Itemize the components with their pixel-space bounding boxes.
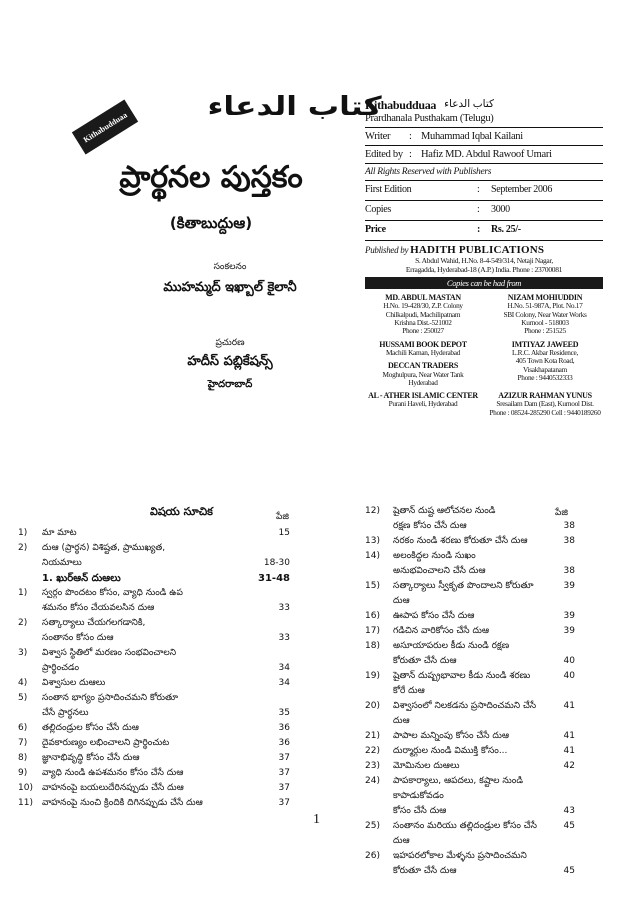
toc-entry <box>18 556 290 571</box>
toc-entry-title: సత్కార్యాలు చేయగలగడానికి, <box>42 618 146 628</box>
toc-entry-title: స్వర్గం పొందటం కోసం, వ్యాధి నుండి ఉప <box>42 588 183 598</box>
toc-entry-number: 7) <box>18 738 28 748</box>
toc-entry <box>18 781 290 796</box>
divider <box>365 240 603 241</box>
toc-entry <box>365 759 575 774</box>
toc-title: విషయ సూచిక <box>150 505 213 518</box>
colon: : <box>409 131 412 142</box>
book-subtitle: (కితాబుద్దుఆ) <box>169 214 253 232</box>
dealer-name: IMTIYAZ JAWEED <box>511 339 579 349</box>
publisher-city: హైదరాబాద్ <box>207 379 253 390</box>
toc-entry-title: దైవకారుణ్యం లభించాలని ప్రార్థించుట <box>42 738 170 748</box>
toc-entry-number: 26) <box>365 851 380 861</box>
dealer-line: Krishna Dist.-521002 <box>394 317 452 327</box>
dealer-line: Phone : 251525 <box>524 326 566 336</box>
writer-row <box>365 131 603 142</box>
toc-entry <box>365 729 575 744</box>
toc-entry-number: 11) <box>18 798 33 808</box>
published-by-line <box>365 244 603 256</box>
rights-note: All Rights Reserved with Publishers <box>365 167 492 177</box>
toc-entry <box>365 564 575 579</box>
toc-entry-title: షైతాన్ దుష్ట ఆలోచనల నుండి <box>393 506 496 516</box>
dealer <box>487 340 603 388</box>
toc-entry-page <box>254 541 290 556</box>
toc-entry-title: పాపకార్యాలు, ఆపదలు, కష్టాల నుండి కాపాడుకోవడం <box>393 776 524 801</box>
toc-entry-title: పాపాల మన్నింపు కోసం చేసే దుఆ <box>393 731 510 741</box>
editor-label: Edited by <box>365 149 403 160</box>
toc-entry <box>365 849 575 864</box>
urdu-logo: کتاب الدعاء <box>207 92 382 122</box>
toc-entry-title: సంతానం మరియు తల్లిదండ్రుల కోసం చేసే దుఆ <box>393 821 537 846</box>
toc-entry-title: విశ్వాస స్థితిలో మరణం సంభవించాలని <box>42 648 177 658</box>
copies-value: 3000 <box>491 204 510 215</box>
toc-entry <box>18 661 290 676</box>
publisher-name-en: HADITH PUBLICATIONS <box>410 244 545 256</box>
toc-entry-title: మా మాట <box>42 528 77 538</box>
toc-entry-title: దుఆ (ప్రార్థన) విశిష్టత, ప్రాముఖ్యత, <box>42 543 166 553</box>
toc-entry-number: 18) <box>365 641 380 651</box>
dealer-name: MD. ABDUL MASTAN <box>385 293 461 302</box>
toc-entry-title: రక్షణ కోసం చేసే దుఆ <box>393 521 467 531</box>
toc-entry-page: 31-48 <box>258 573 290 584</box>
toc-entry-title: గడిచిన వారికోసం చేసే దుఆ <box>393 626 490 636</box>
toc-entry-number: 4) <box>18 678 28 688</box>
toc-entry-number <box>18 556 42 571</box>
toc-entry-page: 38 <box>563 521 575 531</box>
toc-entry-page <box>539 504 575 519</box>
toc-entry-number: 24) <box>365 776 380 786</box>
toc-entry-number: 10) <box>18 783 33 793</box>
toc-entry-page: 36 <box>278 738 290 748</box>
toc-entry-page <box>254 646 290 661</box>
toc-entry <box>18 631 290 646</box>
dealer-name: AZIZUR RAHMAN YUNUS <box>498 391 592 401</box>
toc-entry-title: కోరుతూ చేసే దుఆ <box>393 866 457 876</box>
toc-entry-number: 20) <box>365 701 380 711</box>
toc-entry-page: 38 <box>563 536 575 546</box>
dealer <box>365 293 481 336</box>
toc-entry-page: 43 <box>563 806 575 816</box>
toc-entry <box>18 706 290 721</box>
toc-entry-page: 39 <box>563 581 575 591</box>
dealer-line: Chilkalpudi, Machilipatnam <box>385 309 461 319</box>
page-column-label: పేజి <box>555 508 568 518</box>
toc-entry-number: 12) <box>365 506 380 516</box>
dealer <box>487 391 603 417</box>
dealer-name: DECCAN TRADERS <box>387 361 459 371</box>
edition-label: First Edition <box>365 184 412 195</box>
colon: : <box>409 149 412 160</box>
toc-entry-title: చేసే ప్రార్థనలు <box>42 708 89 718</box>
title-ur: کتاب الدعاء <box>444 99 495 110</box>
edition-row <box>365 184 603 197</box>
toc-entry-number <box>18 631 42 646</box>
toc-entry <box>365 819 575 849</box>
dealer-line: L.R.C. Akbar Residence, <box>511 347 579 357</box>
toc-entry-number: 22) <box>365 746 380 756</box>
edition-value: September 2006 <box>491 184 553 195</box>
dealer-line: Visakhapatanam <box>523 364 567 374</box>
title-en: Kithabudduaa <box>365 98 437 112</box>
toc-entry <box>365 669 575 699</box>
toc-entry-number: 8) <box>18 753 28 763</box>
toc-entry-title: సంతానం కోసం దుఆ <box>42 633 114 643</box>
toc-entry-page: 39 <box>563 626 575 636</box>
toc-entry-number: 19) <box>365 671 380 681</box>
toc-entry <box>18 676 290 691</box>
price-row <box>365 224 603 237</box>
toc-entry <box>18 601 290 616</box>
dealer-line: Sresailam Dam (East), Kurnool Dist. <box>496 399 594 409</box>
colon: : <box>477 224 481 235</box>
toc-entry-page <box>539 849 575 864</box>
divider <box>365 163 603 164</box>
dealer-line: SBI Colony, Near Water Works <box>503 309 587 319</box>
dealer-line: Phone : 9440532333 <box>517 373 573 383</box>
toc-entry <box>365 699 575 729</box>
toc-entry-number: 15) <box>365 581 380 591</box>
toc-entry-title: విశ్వాసుల దుఆలు <box>42 678 106 688</box>
toc-entry-title: వాహనంపై బయలుదేరినప్పుడు చేసే దుఆ <box>42 783 184 793</box>
dealer-line: Machili Kaman, Hyderabad <box>385 347 461 357</box>
publisher-address-1: S. Abdul Wahid, H.No. 8-4-549/314, Netaji Nagar, <box>415 256 553 265</box>
publisher-address-2: Erragadda, Hyderabad-18 (A.P.) India. Phone : 23700081 <box>405 265 563 274</box>
toc-entry-page: 37 <box>278 798 290 808</box>
divider <box>365 145 603 146</box>
imprint-block <box>365 98 603 421</box>
toc-entry-title: మోమినుల దుఆలు <box>393 761 460 771</box>
dealer-line: Phone : 08524-285290 Cell : 9440189260 <box>489 407 601 417</box>
toc-entry <box>18 766 290 781</box>
toc-entry-number: 2) <box>18 618 28 628</box>
toc-entry-number: 23) <box>365 761 380 771</box>
dealer-line: 405 Town Kota Road, <box>515 356 575 366</box>
toc-entry-page: 35 <box>278 708 290 718</box>
toc-entry <box>18 526 290 541</box>
compiled-label: సంకలనం <box>213 262 247 272</box>
toc-entry-page: 39 <box>563 611 575 621</box>
divider <box>365 200 603 201</box>
toc-entry <box>365 504 575 519</box>
toc-entry-page: 40 <box>563 656 575 666</box>
toc-entry <box>18 796 290 811</box>
toc-entry <box>365 804 575 819</box>
toc-entry-page <box>539 639 575 654</box>
toc-entry-title: వ్యాధి నుండి ఉపశమనం కోసం చేసే దుఆ <box>42 768 184 778</box>
toc-entry <box>365 609 575 624</box>
toc-entry-number <box>18 706 42 721</box>
toc-entry-title: ఊపాప కోసం చేసే దుఆ <box>393 611 475 621</box>
toc-entry-number: 3) <box>18 648 28 658</box>
editor-value: Hafiz MD. Abdul Rawoof Umari <box>421 149 552 160</box>
toc-entry-page: 18-30 <box>263 558 290 568</box>
dealer-line: Kurnool - 518003 <box>521 317 569 327</box>
toc-entry-number <box>365 864 393 879</box>
toc-entry-page <box>539 549 575 564</box>
toc-entry-number <box>365 519 393 534</box>
title-line <box>365 98 603 113</box>
toc-entry <box>365 579 575 609</box>
writer-label: Writer <box>365 131 391 142</box>
toc-entry <box>365 654 575 669</box>
toc-entry-page: 33 <box>278 633 290 643</box>
dealer-name: AL - ATHER ISLAMIC CENTER <box>368 391 478 401</box>
divider <box>365 127 603 128</box>
toc-entry-page: 37 <box>278 768 290 778</box>
toc-entry <box>365 549 575 564</box>
toc-left-column <box>18 526 290 811</box>
dealer-line: Hyderabad <box>408 377 438 387</box>
toc-entry-page <box>254 616 290 631</box>
dealer-line: Moghulpura, Near Water Tank <box>382 369 464 379</box>
dealer-line: Phone : 250027 <box>402 326 444 336</box>
toc-entry-page: 45 <box>563 821 575 831</box>
toc-entry-page: 37 <box>278 753 290 763</box>
copies-available-bar: Copies can be had from <box>365 277 603 289</box>
toc-entry-page <box>539 774 575 804</box>
toc-entry-page: 41 <box>563 731 575 741</box>
dealer-list <box>365 293 603 421</box>
toc-entry-page: 15 <box>278 528 290 538</box>
toc-entry-title: జ్ఞానాభివృద్ధి కోసం చేసే దుఆ <box>42 753 140 763</box>
toc-entry-title: 1. ఖుర్‌ఆన్ దుఆలు <box>42 573 121 584</box>
price-value: Rs. 25/- <box>491 224 521 235</box>
toc-entry-title: ఇహపరలోకాల మేళ్ళను ప్రసాదించమని <box>393 851 527 861</box>
toc-entry-number: 14) <box>365 551 380 561</box>
toc-entry-title: షైతాన్ దుష్ప్రభావాల కీడు నుండి శరణు కోరే దుఆ <box>393 671 531 696</box>
toc-entry-number <box>18 601 42 616</box>
toc-entry <box>18 736 290 751</box>
toc-entry <box>18 646 290 661</box>
toc-entry-title: సంతాన భాగ్యం ప్రసాదించమని కోరుతూ <box>42 693 179 703</box>
toc-entry-page: 42 <box>563 761 575 771</box>
toc-entry-number: 13) <box>365 536 380 546</box>
compiler-name: ముహమ్మద్ ఇఖ్బాల్ కైలానీ <box>163 280 297 295</box>
toc-entry <box>365 774 575 804</box>
dealer <box>487 293 603 336</box>
toc-entry-page: 41 <box>563 701 575 711</box>
toc-right-column <box>365 504 575 879</box>
toc-entry-page <box>254 691 290 706</box>
copies-row <box>365 204 603 217</box>
toc-entry-number <box>365 654 393 669</box>
toc-entry-page: 41 <box>563 746 575 756</box>
toc-entry <box>365 624 575 639</box>
dealer <box>365 340 481 388</box>
toc-entry <box>365 519 575 534</box>
toc-entry-number: 9) <box>18 768 28 778</box>
toc-entry-number: 6) <box>18 723 28 733</box>
price-label: Price <box>365 224 386 235</box>
toc-entry-number: 17) <box>365 626 380 636</box>
toc-entry-number: 5) <box>18 693 28 703</box>
toc-entry-page <box>254 586 290 601</box>
divider <box>365 220 603 221</box>
toc-entry-title: కోసం చేసే దుఆ <box>393 806 447 816</box>
copies-label: Copies <box>365 204 391 215</box>
writer-value: Muhammad Iqbal Kailani <box>421 131 523 142</box>
publisher-label: ప్రచురణ <box>215 338 245 348</box>
toc-entry <box>18 571 290 586</box>
page-column-label: పేజి <box>276 512 289 522</box>
toc-entry-page: 34 <box>278 663 290 673</box>
publisher-name: హదీస్ పబ్లికేషన్స్ <box>187 354 273 369</box>
toc-entry-title: నియమాలు <box>42 558 82 568</box>
toc-entry-page: 34 <box>278 678 290 688</box>
dealer-line: H.No. 19-428/30, Z.P. Colony <box>383 301 463 311</box>
colon: : <box>477 204 480 215</box>
divider <box>365 180 603 181</box>
colon: : <box>477 184 480 195</box>
dealer-name: HUSSAMI BOOK DEPOT <box>379 339 467 349</box>
toc-entry <box>18 751 290 766</box>
toc-entry-number: 2) <box>18 543 28 553</box>
toc-entry-title: అసూయాపరుల కీడు నుండి రక్షణ <box>393 641 510 651</box>
toc-entry <box>365 639 575 654</box>
toc-entry-title: అలంకిద్దల నుండి సుఖం <box>393 551 476 561</box>
seal-stamp: Kithabudduaa <box>72 100 138 155</box>
toc-entry-page: 38 <box>563 566 575 576</box>
toc-entry <box>18 541 290 556</box>
toc-entry-number: 1) <box>18 528 28 538</box>
toc-entry-title: కోరుతూ చేసే దుఆ <box>393 656 457 666</box>
toc-entry-number <box>18 571 42 586</box>
toc-entry-page: 36 <box>278 723 290 733</box>
toc-entry-page: 33 <box>278 603 290 613</box>
toc-entry <box>18 586 290 601</box>
dealer-line: H.No. 51-987A, Plot. No.17 <box>507 301 583 311</box>
book-title: ప్రార్థనల పుస్తకం <box>119 160 303 195</box>
toc-entry-title: ప్రార్థించడం <box>42 663 80 673</box>
toc-entry-number: 1) <box>18 588 28 598</box>
toc-entry-page: 45 <box>563 866 575 876</box>
toc-entry <box>18 691 290 706</box>
toc-entry-number: 16) <box>365 611 380 621</box>
toc-entry-number: 25) <box>365 821 380 831</box>
dealer <box>365 391 481 417</box>
subtitle-en: Prardhanala Pusthakam (Telugu) <box>365 113 494 124</box>
toc-entry-number <box>18 661 42 676</box>
toc-entry <box>365 864 575 879</box>
toc-entry-number <box>365 804 393 819</box>
toc-entry-title: తల్లిదండ్రుల కోసం చేసే దుఆ <box>42 723 139 733</box>
toc-entry-number <box>365 564 393 579</box>
toc-entry-title: సత్కార్యాలు స్వీకృత పొందాలని కోరుతూ దుఆ <box>393 581 534 606</box>
dealer-name: NIZAM MOHIUDDIN <box>507 293 583 302</box>
dealer-line: Purani Haveli, Hyderabad <box>388 399 458 409</box>
toc-entry <box>365 534 575 549</box>
toc-entry-title: శమనం కోసం చేయవలసిన దుఆ <box>42 603 155 613</box>
toc-entry <box>18 616 290 631</box>
toc-entry-page: 37 <box>278 783 290 793</box>
toc-entry-title: దుర్మార్గుల నుండి విముక్తి కోసం... <box>393 746 508 756</box>
toc-entry-page: 40 <box>563 671 575 681</box>
toc-entry-title: నరకం నుండి శరణు కోరుతూ చేసే దుఆ <box>393 536 528 546</box>
published-by-label: Published by <box>365 245 409 255</box>
page-number: 1 <box>313 812 320 827</box>
toc-entry-title: అనుభవించాలని చేసే దుఆ <box>393 566 486 576</box>
toc-entry <box>18 721 290 736</box>
toc-entry-title: వాహనంపై నుంచి క్రిందికి దిగినప్పుడు చేసే దుఆ <box>42 798 203 808</box>
toc-entry-number: 21) <box>365 731 380 741</box>
toc-entry <box>365 744 575 759</box>
toc-entry-title: విశ్వాసంలో నిలకడను ప్రసాదించమని చేసే దుఆ <box>393 701 537 726</box>
editor-row <box>365 149 603 160</box>
